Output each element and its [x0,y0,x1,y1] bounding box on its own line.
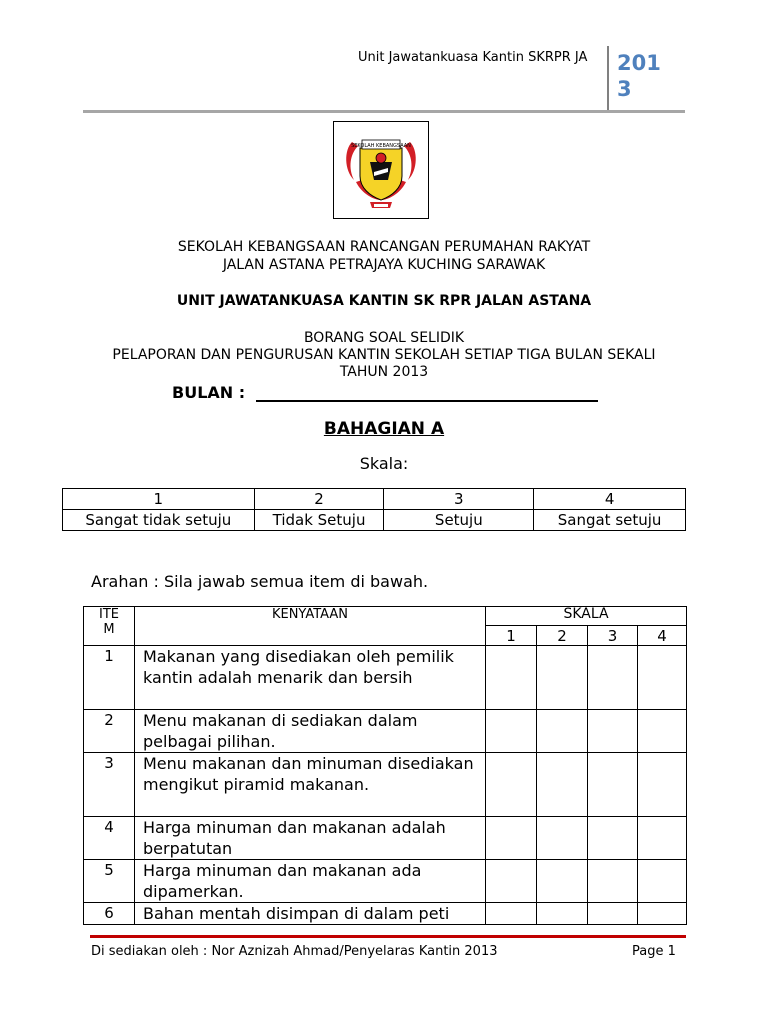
rating-cell-1[interactable] [486,753,537,817]
table-row [84,860,687,903]
form-title-line1: BORANG SOAL SELIDIK [303,330,465,346]
table-row [84,817,687,860]
rating-cell-1[interactable] [486,646,537,710]
col-header-item-line2: M [103,622,115,637]
rating-cell-3[interactable] [588,753,638,817]
item-statement: Menu makanan dan minuman disediakan mengikut piramid makanan. [135,753,486,817]
item-statement: Makanan yang disediakan oleh pemilik kantin adalah menarik dan bersih [135,646,486,710]
item-statement: Harga minuman dan makanan adalah berpatutan [135,817,486,860]
instruction-text: Arahan : Sila jawab semua item di bawah. [91,572,429,591]
rating-cell-4[interactable] [638,860,687,903]
item-statement: Harga minuman dan makanan ada dipamerkan. [135,860,486,903]
rating-cell-2[interactable] [537,860,588,903]
bulan-label: BULAN : [172,383,246,402]
school-crest-icon [334,122,428,218]
bulan-fill-line[interactable] [256,400,598,402]
scale-label: Sangat setuju [534,510,686,531]
header-year [617,50,677,102]
item-number: 5 [84,860,135,903]
school-logo [333,121,429,219]
col-header-scale: SKALA [486,607,687,626]
scale-label: Setuju [384,510,534,531]
header-divider [607,46,609,110]
item-number: 1 [84,646,135,710]
unit-title: UNIT JAWATANKUASA KANTIN SK RPR JALAN ASTANA [176,293,592,309]
col-header-scale-1: 1 [486,626,537,646]
section-title: BAHAGIAN A [323,419,445,439]
rating-cell-2[interactable] [537,903,588,925]
table-row [84,646,687,710]
form-title-line3: TAHUN 2013 [339,364,429,380]
header-rule [83,110,685,113]
rating-cell-3[interactable] [588,860,638,903]
rating-cell-1[interactable] [486,903,537,925]
school-name-line2: JALAN ASTANA PETRAJAYA KUCHING SARAWAK [222,257,546,273]
rating-cell-4[interactable] [638,753,687,817]
footer-prepared-by: Di sediakan oleh : Nor Aznizah Ahmad/Penyelaras Kantin 2013 [91,944,498,959]
footer-page-number: Page 1 [632,944,676,959]
rating-cell-3[interactable] [588,646,638,710]
footer-rule [90,935,686,938]
rating-cell-1[interactable] [486,710,537,753]
item-number: 2 [84,710,135,753]
scale-label: Sangat tidak setuju [63,510,255,531]
item-number: 3 [84,753,135,817]
col-header-scale-2: 2 [537,626,588,646]
scale-number: 3 [384,489,534,510]
form-title-line2: PELAPORAN DAN PENGURUSAN KANTIN SEKOLAH SETIAP TIGA BULAN SEKALI [112,347,656,363]
rating-cell-1[interactable] [486,817,537,860]
rating-cell-4[interactable] [638,903,687,925]
scale-number-row [63,489,686,510]
header-year-line2: 3 [617,77,632,101]
scale-number: 1 [63,489,255,510]
rating-cell-1[interactable] [486,860,537,903]
scale-label: Tidak Setuju [254,510,384,531]
school-name-line1: SEKOLAH KEBANGSAAN RANCANGAN PERUMAHAN RAKYAT [177,239,591,255]
scale-legend-table [62,488,686,531]
scale-label-row [63,510,686,531]
rating-cell-2[interactable] [537,646,588,710]
table-header-row [84,607,687,626]
col-header-item-line1: ITE [99,607,119,622]
rating-cell-2[interactable] [537,817,588,860]
rating-cell-2[interactable] [537,753,588,817]
rating-cell-3[interactable] [588,710,638,753]
rating-cell-2[interactable] [537,710,588,753]
col-header-scale-3: 3 [588,626,638,646]
scale-number: 2 [254,489,384,510]
rating-cell-4[interactable] [638,646,687,710]
header-year-line1: 201 [617,51,661,75]
scale-number: 4 [534,489,686,510]
header-unit-text: Unit Jawatankuasa Kantin SKRPR JA [358,50,588,65]
col-header-statement: KENYATAAN [135,607,486,646]
rating-cell-4[interactable] [638,710,687,753]
rating-cell-4[interactable] [638,817,687,860]
table-row [84,753,687,817]
rating-cell-3[interactable] [588,903,638,925]
item-statement: Menu makanan di sediakan dalam pelbagai pilihan. [135,710,486,753]
logo-banner-text: SEKOLAH KEBANGSAAN [351,143,411,149]
survey-items-table [83,606,687,925]
col-header-scale-4: 4 [638,626,687,646]
scale-title: Skala: [359,454,409,473]
table-row [84,903,687,925]
item-number: 6 [84,903,135,925]
col-header-item [84,607,135,646]
item-statement: Bahan mentah disimpan di dalam peti [135,903,486,925]
item-number: 4 [84,817,135,860]
rating-cell-3[interactable] [588,817,638,860]
table-row [84,710,687,753]
